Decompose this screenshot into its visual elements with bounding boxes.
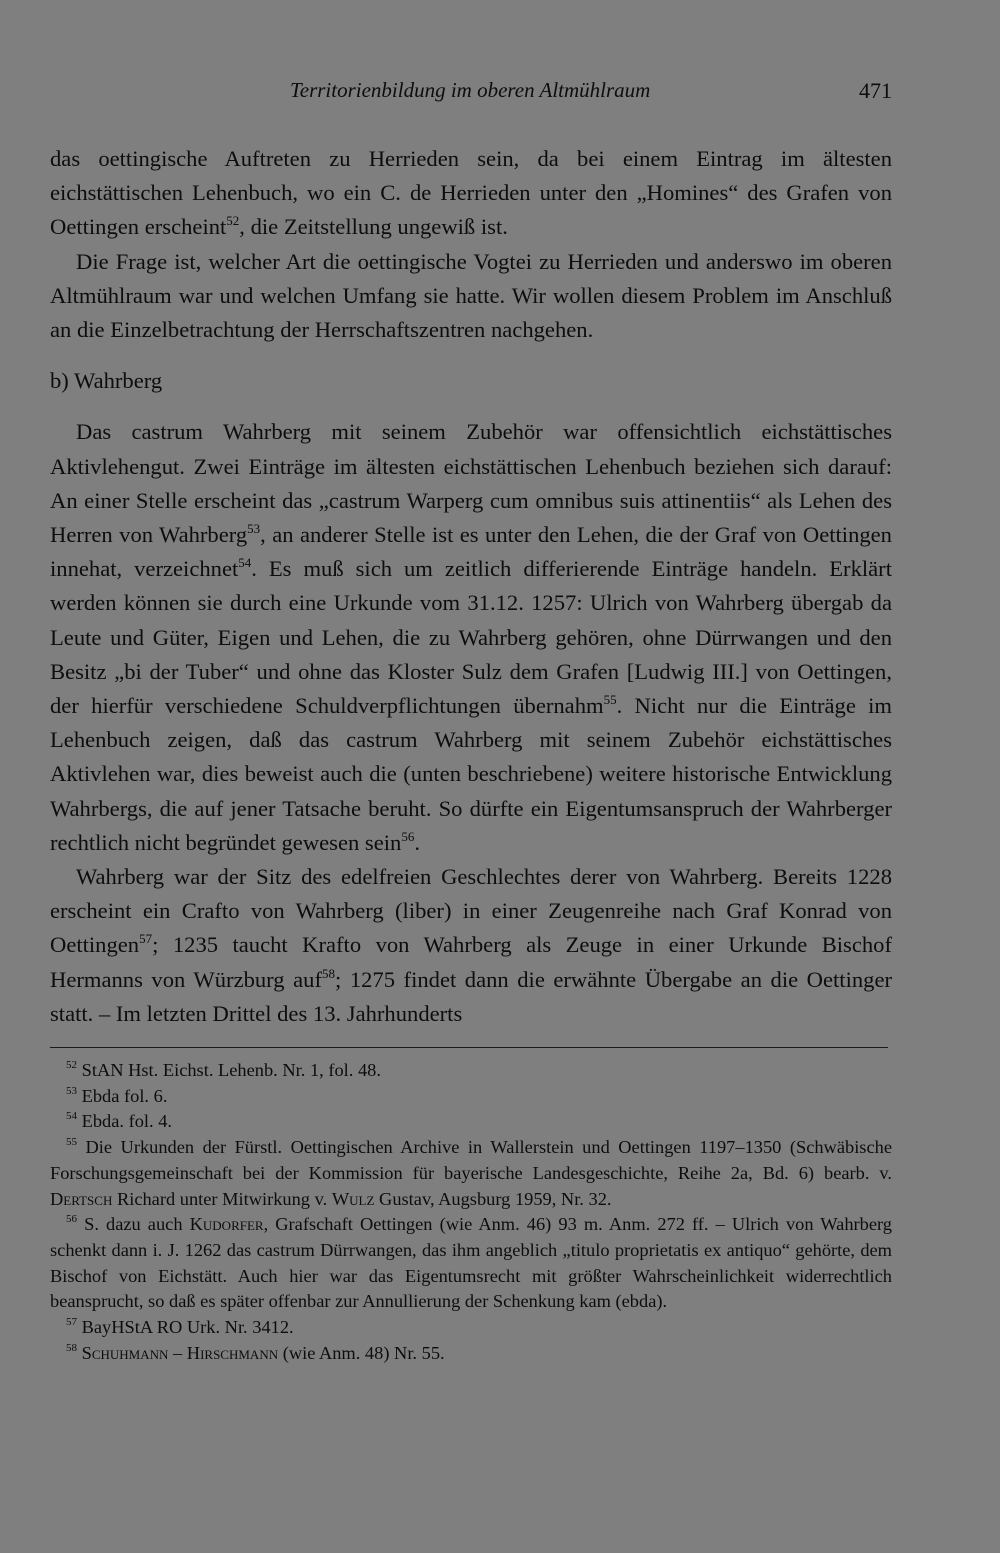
text-run: StAN Hst. Eichst. Lehenb. Nr. 1, fol. 48. [81,1060,381,1081]
footnote-number: 54 [66,1110,77,1123]
text-run: . Es muß sich um zeitlich differierende Einträge handeln. Erklärt werden können sie durch eine Urkunde vom 31.12. 1257: Ulrich von Wahrberg übergab da Leute und Güter, Eigen und Lehen, die zu Wahrberg gehören, ohne Dürrwangen und den Besitz „bi der Tuber“ und ohne das Kloster Sulz dem Grafen [Ludwig III.] von Oettingen, der hierfür verschiedene Schuldverpflichtungen übernahm [50,556,892,719]
footnote-ref: 53 [247,521,261,537]
footnote [50,1109,892,1135]
footnote-separator [50,1047,888,1048]
text-run: (wie Anm. 48) Nr. 55. [278,1342,445,1363]
footnote [50,1315,892,1341]
footnotes [50,1058,892,1366]
footnote-ref: 52 [226,213,240,229]
text-run: das oettingische Auftreten zu Herrieden sein, da bei einem Eintrag im ältesten eichstättischen Lehenbuch, wo ein C. de Herrieden unter den „Homines“ des Grafen von Oettingen erscheint [50,146,892,240]
footnote-number: 53 [66,1084,77,1097]
paragraph [50,245,892,348]
text-run: ; 1235 taucht Krafto von Wahrberg als Zeuge in einer Urkunde Bischof Hermanns von Würzburg auf [50,932,892,992]
text-run: , an anderer Stelle ist es unter den Lehen, die der Graf von Oettingen innehat, verzeichnet [50,522,892,582]
section-heading: b) Wahrberg [50,368,163,394]
text-run: , Grafschaft Oettingen (wie Anm. 46) 93 m. Anm. 272 ff. – Ulrich von Wahrberg schenkt dann i. J. 1262 das castrum Dürrwangen, das ihm angeblich „titulo proprietatis ex antiquo“ gehörte, dem Bischof von Eichstätt. Auch hier war das Eigentumsrecht mit größter Wahrscheinlichkeit widerrechtlich beansprucht, so daß es später offenbar zur Annullierung der Schenkung kam (ebda). [50,1214,892,1312]
text-run: . Nicht nur die Einträge im Lehenbuch zeigen, daß das castrum Wahrberg mit seinem Zubehör eichstättisches Aktivlehen war, dies beweist auch die (unten beschriebene) weitere historische Entwicklung Wahrbergs, die auf jener Tatsache beruht. So dürfte ein Eigentumsanspruch der Wahrberger rechtlich nicht begründet gewesen sein [50,693,892,855]
text-run: Gustav, Augsburg 1959, Nr. 32. [374,1188,612,1209]
footnote-number: 57 [66,1316,77,1329]
footnote-ref: 56 [401,828,415,844]
footnote [50,1084,892,1110]
text-run: . [414,829,420,855]
footnote [50,1058,892,1084]
text-run: Ebda fol. 6. [81,1085,168,1106]
author-name: Hirschmann [186,1342,279,1363]
text-run: Ebda. fol. 4. [81,1111,173,1132]
footnote-number: 56 [66,1213,77,1226]
text-run: , die Zeitstellung ungewiß ist. [239,214,508,240]
footnote-ref: 57 [139,931,153,947]
paragraph [50,415,892,860]
paragraphs-before-heading [50,142,892,347]
paragraph [50,860,892,1031]
footnote-ref: 55 [603,692,617,708]
running-title: Territorienbildung im oberen Altmühlraum [290,78,651,102]
author-name: Wulz [331,1188,375,1209]
page-header [50,70,892,112]
author-name: Dertsch [50,1188,113,1209]
author-name: Schuhmann [81,1342,169,1363]
footnote [50,1135,892,1212]
text-run: Die Urkunden der Fürstl. Oettingischen Archive in Wallerstein und Oettingen 1197–1350 (Schwäbische Forschungsgemeinschaft bei der Kommission für bayerische Landesgeschichte, Reihe 2a, Bd. 6) bearb. v. [50,1137,892,1183]
author-name: Kudorfer [189,1214,264,1235]
book-page [50,70,892,1367]
footnote-ref: 54 [238,555,252,571]
main-text [50,142,892,1031]
paragraphs-after-heading [50,415,892,1031]
text-run: Die Frage ist, welcher Art die oettingische Vogtei zu Herrieden und anderswo im oberen Altmühlraum war und welchen Umfang sie hatte. Wir wollen diesem Problem im Anschluß an die Einzelbetrachtung der Herrschaftszentren nachgehen. [50,248,892,343]
text-run: BayHStA RO Urk. Nr. 3412. [81,1317,294,1338]
text-run: S. dazu auch [84,1214,190,1235]
text-run: ; 1275 findet dann die erwähnte Übergabe an die Oettinger statt. – Im letzten Drittel des 13. Jahrhunderts [50,966,892,1026]
footnote-ref: 58 [322,965,335,981]
page-number: 471 [859,78,892,103]
footnote [50,1341,892,1367]
footnote-number: 52 [66,1059,77,1072]
footnote-number: 58 [66,1341,77,1354]
text-run: – [168,1342,187,1363]
text-run: Das castrum Wahrberg mit seinem Zubehör war offensichtlich eichstättisches Aktivlehengut. Zwei Einträge im ältesten eichstättischen Lehenbuch beziehen sich darauf: An einer Stelle erscheint das „castrum Warperg cum omnibus suis attinentiis“ als Lehen des Herren von Wahrberg [50,419,892,548]
footnote-number: 55 [66,1136,77,1149]
footnote [50,1212,892,1315]
text-run: Wahrberg war der Sitz des edelfreien Geschlechtes derer von Wahrberg. Bereits 1228 erscheint ein Crafto von Wahrberg (liber) in einer Zeugenreihe nach Graf Konrad von Oettingen [50,864,892,958]
text-run: Richard unter Mitwirkung v. [112,1188,332,1209]
paragraph [50,142,892,245]
